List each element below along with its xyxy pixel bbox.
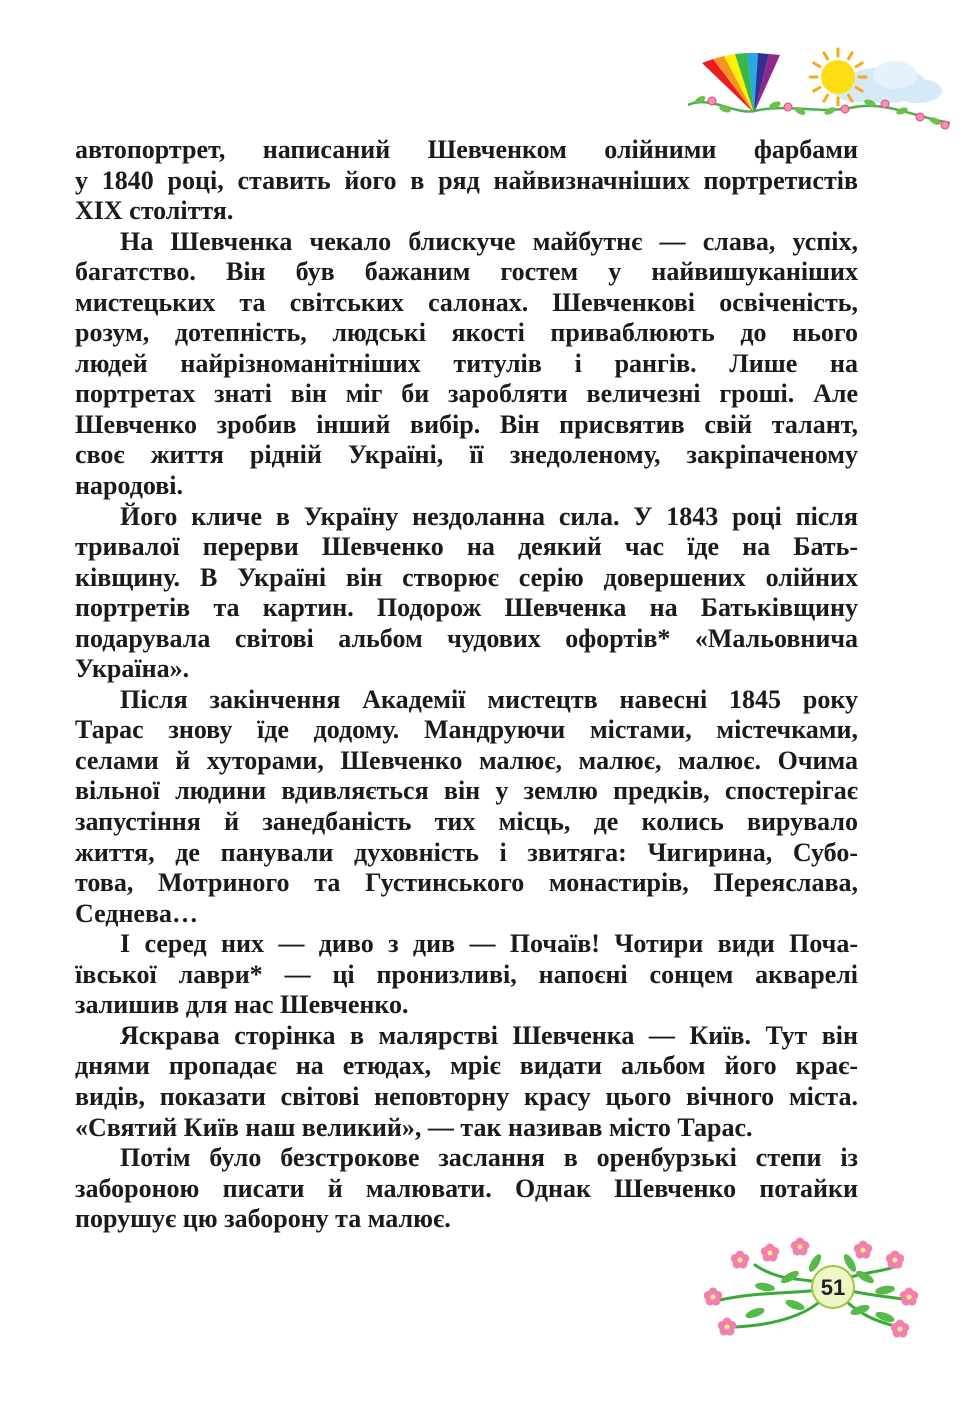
- text-line: днями пропадає на етюдах, мріє видати альбом його крає-: [75, 1051, 858, 1081]
- text-line: На Шевченка чекало блискуче майбутнє — слава, успіх,: [120, 226, 858, 256]
- text-line: залишив для нас Шевченко.: [75, 990, 409, 1020]
- page-number: 51: [820, 1275, 846, 1300]
- paragraph: [75, 227, 858, 502]
- flower-icon: [886, 1251, 905, 1269]
- text-line: забороною писати й малювати. Однак Шевченко потайки: [75, 1173, 858, 1203]
- page-number-badge: [812, 1266, 854, 1308]
- text-line: Україна».: [75, 654, 190, 684]
- text-line: ївської лаври* — ці пронизливі, напоєні сонцем акварелі: [75, 959, 858, 989]
- text-line: ківщину. В Україні він створює серію довершених олійних: [75, 562, 858, 592]
- text-line: «Святий Київ наш великий», — так називав місто Тарас.: [75, 1112, 753, 1142]
- flower-icon: [704, 1288, 723, 1306]
- flower-icon: [731, 1251, 750, 1269]
- text-line: Яскрава сторінка в малярстві Шевченка — Київ. Тут він: [120, 1020, 858, 1050]
- text-line: порушує цю заборону та малює.: [75, 1204, 451, 1234]
- text-line: Тарас знову їде додому. Мандруючи містами, містечками,: [75, 715, 858, 745]
- paragraph: [75, 1143, 858, 1235]
- flower-icon: [854, 1241, 873, 1259]
- text-line: селами й хуторами, Шевченко малює, малює, малює. Очима: [75, 745, 858, 775]
- text-line: тривалої перерви Шевченко на деякий час їде на Бать-: [75, 532, 858, 562]
- paragraph: [75, 685, 858, 929]
- text-line: Його кличе в Україну нездоланна сила. У 1843 році після: [120, 501, 858, 531]
- text-line: розум, дотепність, людські якості приваблюють до нього: [75, 318, 858, 348]
- paragraph: [75, 135, 858, 227]
- text-line: людей найрізноманітніших титулів і рангів. Лише на: [75, 348, 858, 378]
- text-line: запустіння й занедбаність тих місць, де колись вирувало: [75, 807, 858, 837]
- text-line: своє життя рідній Україні, її знедоленому, закріпаченому: [75, 440, 858, 470]
- text-line: Потім було безстрокове заслання в оренбурзькі степи із: [120, 1143, 858, 1173]
- paragraph: [75, 929, 858, 1021]
- text-line: XIX століття.: [75, 196, 234, 226]
- kite-sun-decoration: [680, 45, 960, 135]
- text-line: автопортрет, написаний Шевченком олійними фарбами: [75, 135, 858, 164]
- text-line: видів, показати світові неповторну красу цього вічного міста.: [75, 1081, 858, 1111]
- flower-icon: [718, 1318, 737, 1336]
- paragraph: [75, 502, 858, 685]
- text-line: І серед них — диво з див — Почаїв! Чотири види Поча-: [120, 929, 858, 959]
- flower-icon: [900, 1288, 919, 1306]
- text-line: портретах знаті він міг би заробляти величезні гроші. Але: [75, 379, 858, 409]
- text-line: багатство. Він був бажаним гостем у найвишуканіших: [75, 257, 858, 287]
- text-line: Шевченко зробив інший вибір. Він присвятив свій талант,: [75, 409, 858, 439]
- text-line: Седнева…: [75, 898, 199, 928]
- text-line: портретів та картин. Подорож Шевченка на Батьківщину: [75, 593, 858, 623]
- text-line: життя, де панували духовність і звитяга: Чигирина, Субо-: [75, 837, 858, 867]
- text-line: народові.: [75, 471, 183, 501]
- flower-icon: [791, 1238, 810, 1256]
- page-text: [75, 135, 858, 1235]
- paragraph: [75, 1021, 858, 1143]
- text-line: мистецьких та світських салонах. Шевченкові освіченість,: [75, 287, 858, 317]
- flower-icon: [761, 1244, 780, 1262]
- text-line: това, Мотриного та Густинського монастирів, Переяслава,: [75, 868, 858, 898]
- text-line: Після закінчення Академії мистецтв навесні 1845 року: [120, 684, 858, 714]
- flower-icon: [891, 1320, 910, 1338]
- text-line: у 1840 році, ставить його в ряд найвизначніших портретистів: [75, 165, 858, 195]
- text-line: вільної людини вдивляється він у землю предків, спостерігає: [75, 776, 858, 806]
- text-line: подарувала світові альбом чудових офортів* «Мальовнича: [75, 623, 858, 653]
- page-number-decoration: [695, 1235, 925, 1340]
